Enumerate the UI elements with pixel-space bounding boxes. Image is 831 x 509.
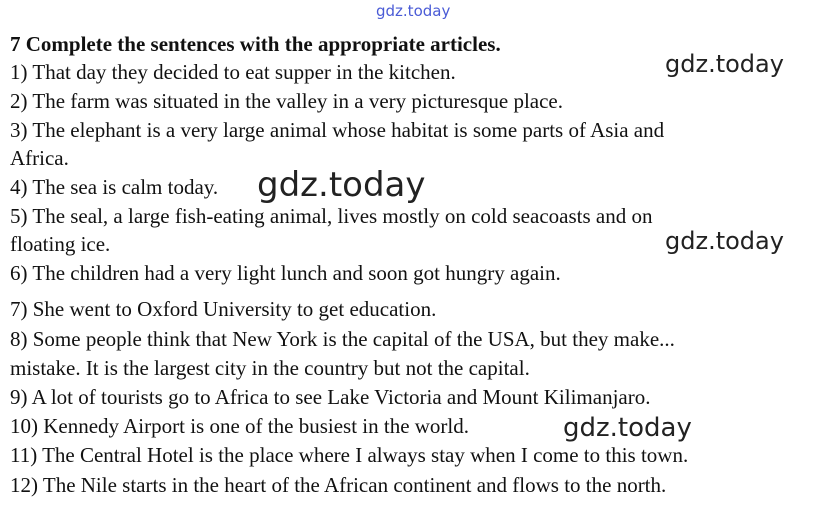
sentence-line-12: 12) The Nile starts in the heart of the African continent and flows to the north. (10, 473, 667, 497)
sentence-line-5-cont: floating ice. (10, 232, 111, 256)
sentence-line-2: 2) The farm was situated in the valley in a very picturesque place. (10, 89, 563, 113)
sentence-line-10: 10) Kennedy Airport is one of the busiest in the world. (10, 414, 470, 438)
sentence-line-8: 8) Some people think that New York is the capital of the USA, but they make... (10, 327, 675, 351)
sentence-line-3-cont: Africa. (10, 146, 69, 170)
sentence-line-5: 5) The seal, a large fish-eating animal, lives mostly on cold seacoasts and on (10, 204, 653, 228)
sentence-line-1: 1) That day they decided to eat supper in the kitchen. (10, 60, 456, 84)
sentence-line-8-cont: mistake. It is the largest city in the country but not the capital. (10, 356, 530, 380)
watermark-top: gdz.today (376, 2, 451, 20)
sentence-line-9: 9) A lot of tourists go to Africa to see Lake Victoria and Mount Kilimanjaro. (10, 385, 651, 409)
exercise-title: 7 Complete the sentences with the appropriate articles. (10, 32, 501, 56)
watermark-right-lower: gdz.today (665, 227, 784, 255)
sentence-line-7: 7) She went to Oxford University to get education. (10, 297, 437, 321)
sentence-line-4: 4) The sea is calm today. (10, 175, 219, 199)
watermark-right-upper: gdz.today (665, 50, 784, 78)
sentence-line-3: 3) The elephant is a very large animal whose habitat is some parts of Asia and (10, 118, 665, 142)
watermark-middle: gdz.today (563, 413, 692, 443)
watermark-large: gdz.today (257, 165, 426, 205)
sentence-line-11: 11) The Central Hotel is the place where I always stay when I come to this town. (10, 443, 689, 467)
sentence-line-6: 6) The children had a very light lunch and soon got hungry again. (10, 261, 561, 285)
